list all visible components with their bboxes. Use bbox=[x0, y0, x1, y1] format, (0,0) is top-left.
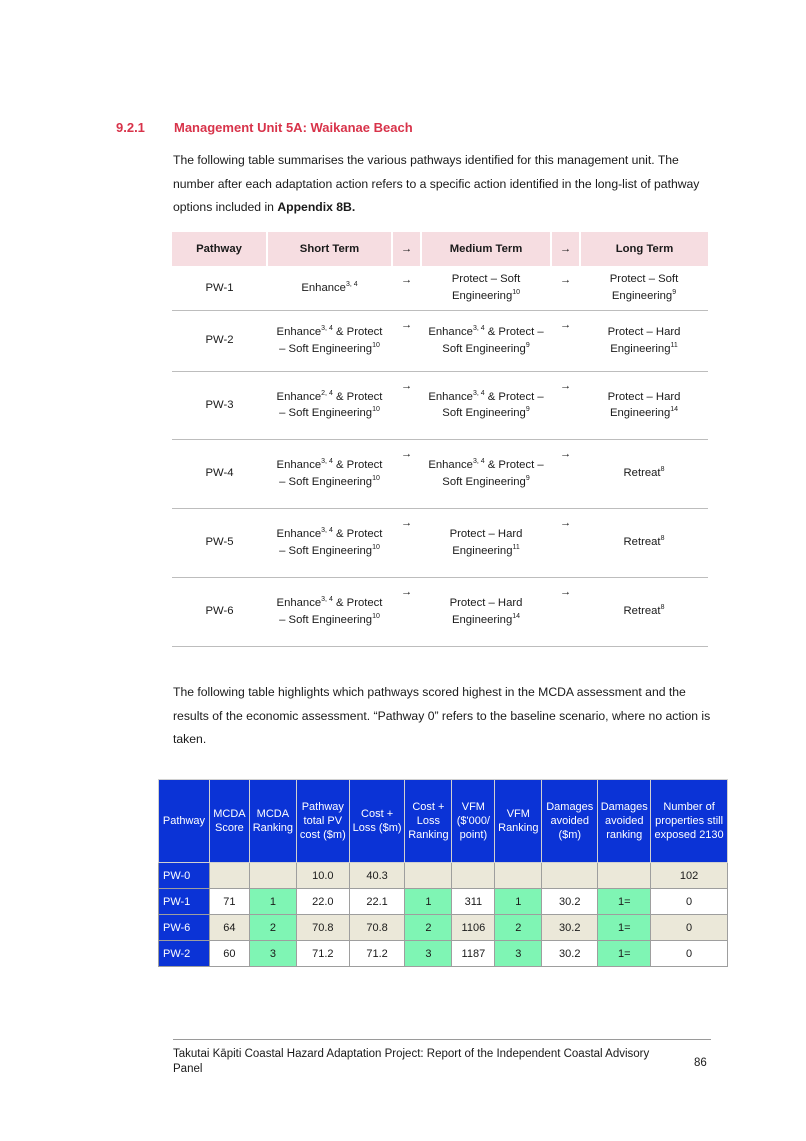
footnote-ref: 3, 4 bbox=[321, 596, 333, 603]
pathway-id: PW-3 bbox=[172, 371, 267, 439]
arrow-icon: → bbox=[551, 371, 580, 439]
header-long-term: Long Term bbox=[580, 232, 708, 266]
mcda-cell: 2 bbox=[405, 915, 452, 941]
footnote-ref: 9 bbox=[525, 406, 530, 413]
header-arrow: → bbox=[392, 232, 421, 266]
mcda-cell bbox=[598, 863, 651, 889]
short-term-action-text: Enhance bbox=[301, 281, 346, 294]
mcda-cell: 3 bbox=[495, 941, 542, 967]
mcda-cell bbox=[495, 863, 542, 889]
medium-term-action bbox=[421, 508, 551, 577]
footnote-ref: 9 bbox=[525, 474, 530, 482]
mcda-cell: 40.3 bbox=[349, 863, 405, 889]
mcda-header-cell: Cost + Loss ($m) bbox=[349, 780, 405, 863]
short-term-action-text: Enhance bbox=[276, 326, 322, 338]
long-term-action bbox=[580, 371, 708, 439]
footnote-ref: 3, 4 bbox=[472, 325, 485, 332]
pathway-row bbox=[172, 371, 708, 439]
arrow-icon: → bbox=[392, 508, 421, 577]
mcda-table-header bbox=[159, 780, 728, 863]
short-term-action-text: & Protect – Soft Engineering bbox=[279, 528, 383, 557]
mcda-cell: 1187 bbox=[452, 941, 495, 967]
footnote-ref: 3, 4 bbox=[321, 458, 333, 465]
short-term-action bbox=[267, 310, 392, 371]
footnote-ref: 10 bbox=[372, 543, 380, 551]
mcda-cell: 71 bbox=[209, 889, 249, 915]
header-arrow: → bbox=[551, 232, 580, 266]
footnote-ref: 9 bbox=[672, 288, 677, 296]
short-term-action-text: Enhance bbox=[276, 459, 322, 471]
pathway-id: PW-1 bbox=[172, 266, 267, 310]
arrow-icon: → bbox=[392, 371, 421, 439]
medium-term-action bbox=[421, 577, 551, 646]
header-short-term: Short Term bbox=[267, 232, 392, 266]
medium-term-action bbox=[421, 371, 551, 439]
arrow-icon: → bbox=[551, 508, 580, 577]
medium-term-action-text: Enhance bbox=[428, 326, 473, 338]
medium-term-action bbox=[421, 439, 551, 508]
medium-term-action-text: Protect – Hard Engineering bbox=[449, 597, 523, 626]
appendix-reference[interactable]: Appendix 8B. bbox=[277, 200, 356, 215]
mcda-header-cell: Pathway total PV cost ($m) bbox=[296, 780, 349, 863]
header-medium-term: Medium Term bbox=[421, 232, 551, 266]
long-term-action-text: Retreat bbox=[623, 467, 661, 480]
mcda-header-cell: Damages avoided ($m) bbox=[542, 780, 598, 863]
second-paragraph: The following table highlights which pathways scored highest in the MCDA assessment and the results of the economic assessment. “Pathway 0” refers to the baseline scenario, where no action is taken. bbox=[173, 685, 711, 747]
footnote-ref: 9 bbox=[525, 341, 530, 349]
mcda-cell: 22.0 bbox=[296, 889, 349, 915]
short-term-action bbox=[267, 577, 392, 646]
short-term-action-text: Enhance bbox=[276, 597, 322, 609]
medium-term-action-text: Enhance bbox=[428, 459, 473, 471]
pathway-row bbox=[172, 508, 708, 577]
mcda-cell: 22.1 bbox=[349, 889, 405, 915]
footnote-ref: 8 bbox=[660, 466, 665, 474]
short-term-action-text: Enhance bbox=[276, 390, 322, 403]
section-title: Management Unit 5A: Waikanae Beach bbox=[174, 120, 413, 135]
mcda-cell: 1 bbox=[249, 889, 296, 915]
long-term-action bbox=[580, 310, 708, 371]
mcda-pathway-id: PW-6 bbox=[159, 915, 210, 941]
arrow-icon: → bbox=[551, 310, 580, 371]
mcda-cell: 0 bbox=[651, 889, 728, 915]
long-term-action-text: Protect – Soft Engineering bbox=[609, 273, 679, 302]
footnote-ref: 8 bbox=[660, 535, 665, 543]
arrow-icon: → bbox=[551, 266, 580, 310]
mcda-row bbox=[159, 863, 728, 889]
pathway-id: PW-5 bbox=[172, 508, 267, 577]
footnote-ref: 2, 4 bbox=[321, 389, 333, 397]
mcda-header-cell: Pathway bbox=[159, 780, 210, 863]
mcda-pathway-id: PW-2 bbox=[159, 941, 210, 967]
long-term-action-text: Retreat bbox=[623, 536, 661, 549]
short-term-action bbox=[267, 439, 392, 508]
long-term-action-text: Retreat bbox=[623, 605, 661, 618]
pathway-row bbox=[172, 439, 708, 508]
intro-paragraph bbox=[173, 149, 713, 220]
mcda-cell: 1106 bbox=[452, 915, 495, 941]
medium-term-action-text: Protect – Soft Engineering bbox=[451, 273, 521, 302]
footnote-ref: 14 bbox=[670, 406, 679, 413]
short-term-action-text: Enhance bbox=[276, 528, 322, 540]
mcda-cell bbox=[249, 863, 296, 889]
mcda-cell: 2 bbox=[249, 915, 296, 941]
mcda-cell: 30.2 bbox=[542, 889, 598, 915]
mcda-cell: 1= bbox=[598, 941, 651, 967]
long-term-action bbox=[580, 508, 708, 577]
medium-term-action-text: & Protect – Soft Engineering bbox=[442, 326, 544, 355]
page-number: 86 bbox=[694, 1057, 707, 1069]
footnote-ref: 14 bbox=[512, 612, 521, 620]
mcda-header-cell: Number of properties still exposed 2130 bbox=[651, 780, 728, 863]
section-heading bbox=[116, 120, 413, 135]
footnote-ref: 11 bbox=[512, 543, 520, 551]
mcda-cell bbox=[452, 863, 495, 889]
mcda-cell: 1 bbox=[405, 889, 452, 915]
mcda-cell: 1 bbox=[495, 889, 542, 915]
intro-text: The following table summarises the various pathways identified for this management unit. The number after each adaptation action refers to a specific action identified in the long-list of pathway options included in bbox=[173, 153, 700, 215]
mcda-cell: 10.0 bbox=[296, 863, 349, 889]
mcda-row bbox=[159, 915, 728, 941]
footnote-ref: 8 bbox=[660, 604, 665, 612]
mcda-cell bbox=[209, 863, 249, 889]
arrow-icon: → bbox=[392, 266, 421, 310]
footnote-ref: 3, 4 bbox=[472, 389, 485, 397]
mcda-header-cell: Cost + Loss Ranking bbox=[405, 780, 452, 863]
medium-term-action-text: & Protect – Soft Engineering bbox=[442, 459, 544, 488]
footnote-ref: 3, 4 bbox=[321, 527, 333, 534]
pathway-table-header bbox=[172, 232, 708, 266]
short-term-action-text: & Protect – Soft Engineering bbox=[279, 390, 383, 419]
mcda-cell: 0 bbox=[651, 915, 728, 941]
arrow-icon: → bbox=[551, 577, 580, 646]
long-term-action-text: Protect – Hard Engineering bbox=[607, 326, 681, 355]
mcda-header-cell: VFM ($'000/ point) bbox=[452, 780, 495, 863]
short-term-action-text: & Protect – Soft Engineering bbox=[279, 326, 383, 355]
mcda-cell: 70.8 bbox=[296, 915, 349, 941]
section-number: 9.2.1 bbox=[116, 120, 145, 135]
pathway-id: PW-6 bbox=[172, 577, 267, 646]
pathway-row bbox=[172, 577, 708, 646]
footnote-ref: 3, 4 bbox=[321, 325, 333, 332]
mcda-cell: 64 bbox=[209, 915, 249, 941]
medium-term-action-text: Enhance bbox=[428, 390, 473, 403]
footnote-ref: 10 bbox=[512, 288, 521, 296]
medium-term-action-text: Protect – Hard Engineering bbox=[449, 528, 523, 557]
mcda-cell: 1= bbox=[598, 915, 651, 941]
footnote-ref: 3, 4 bbox=[472, 458, 485, 465]
mcda-header-cell: MCDA Ranking bbox=[249, 780, 296, 863]
mcda-header-cell: Damages avoided ranking bbox=[598, 780, 651, 863]
long-term-action bbox=[580, 577, 708, 646]
mcda-table bbox=[158, 779, 728, 967]
medium-term-action bbox=[421, 310, 551, 371]
medium-term-action-text: & Protect – Soft Engineering bbox=[442, 390, 544, 419]
mcda-cell: 3 bbox=[405, 941, 452, 967]
footer-text: Takutai Kāpiti Coastal Hazard Adaptation Project: Report of the Independent Coastal Advisory Panel bbox=[173, 1048, 650, 1075]
mcda-cell: 30.2 bbox=[542, 915, 598, 941]
mcda-row bbox=[159, 889, 728, 915]
header-pathway: Pathway bbox=[172, 232, 267, 266]
pathway-row bbox=[172, 310, 708, 371]
mcda-cell: 70.8 bbox=[349, 915, 405, 941]
mcda-cell: 60 bbox=[209, 941, 249, 967]
footnote-ref: 10 bbox=[372, 474, 380, 482]
mcda-cell: 1= bbox=[598, 889, 651, 915]
arrow-icon: → bbox=[392, 577, 421, 646]
mcda-cell: 102 bbox=[651, 863, 728, 889]
pathway-id: PW-4 bbox=[172, 439, 267, 508]
pathway-id: PW-2 bbox=[172, 310, 267, 371]
mcda-cell: 2 bbox=[495, 915, 542, 941]
short-term-action bbox=[267, 508, 392, 577]
mcda-header-cell: MCDA Score bbox=[209, 780, 249, 863]
arrow-icon: → bbox=[392, 439, 421, 508]
long-term-action bbox=[580, 266, 708, 310]
long-term-action bbox=[580, 439, 708, 508]
mcda-row bbox=[159, 941, 728, 967]
pathway-row bbox=[172, 266, 708, 310]
short-term-action bbox=[267, 371, 392, 439]
mcda-cell: 0 bbox=[651, 941, 728, 967]
mcda-cell: 30.2 bbox=[542, 941, 598, 967]
short-term-action bbox=[267, 266, 392, 310]
mcda-cell: 71.2 bbox=[349, 941, 405, 967]
short-term-action-text: & Protect – Soft Engineering bbox=[279, 459, 383, 488]
mcda-cell: 71.2 bbox=[296, 941, 349, 967]
footnote-ref: 10 bbox=[372, 341, 380, 349]
mcda-cell bbox=[405, 863, 452, 889]
arrow-icon: → bbox=[392, 310, 421, 371]
mcda-pathway-id: PW-0 bbox=[159, 863, 210, 889]
footnote-ref: 10 bbox=[372, 406, 380, 413]
mcda-cell: 311 bbox=[452, 889, 495, 915]
arrow-icon: → bbox=[551, 439, 580, 508]
long-term-action-text: Protect – Hard Engineering bbox=[607, 390, 681, 419]
medium-term-action bbox=[421, 266, 551, 310]
mcda-cell: 3 bbox=[249, 941, 296, 967]
footnote-ref: 3, 4 bbox=[345, 280, 358, 288]
pathway-table bbox=[172, 232, 708, 647]
short-term-action-text: & Protect – Soft Engineering bbox=[279, 597, 383, 626]
footnote-ref: 11 bbox=[670, 341, 678, 349]
footnote-ref: 10 bbox=[372, 612, 380, 620]
mcda-cell bbox=[542, 863, 598, 889]
mcda-pathway-id: PW-1 bbox=[159, 889, 210, 915]
mcda-header-cell: VFM Ranking bbox=[495, 780, 542, 863]
footer-divider bbox=[173, 1039, 711, 1040]
